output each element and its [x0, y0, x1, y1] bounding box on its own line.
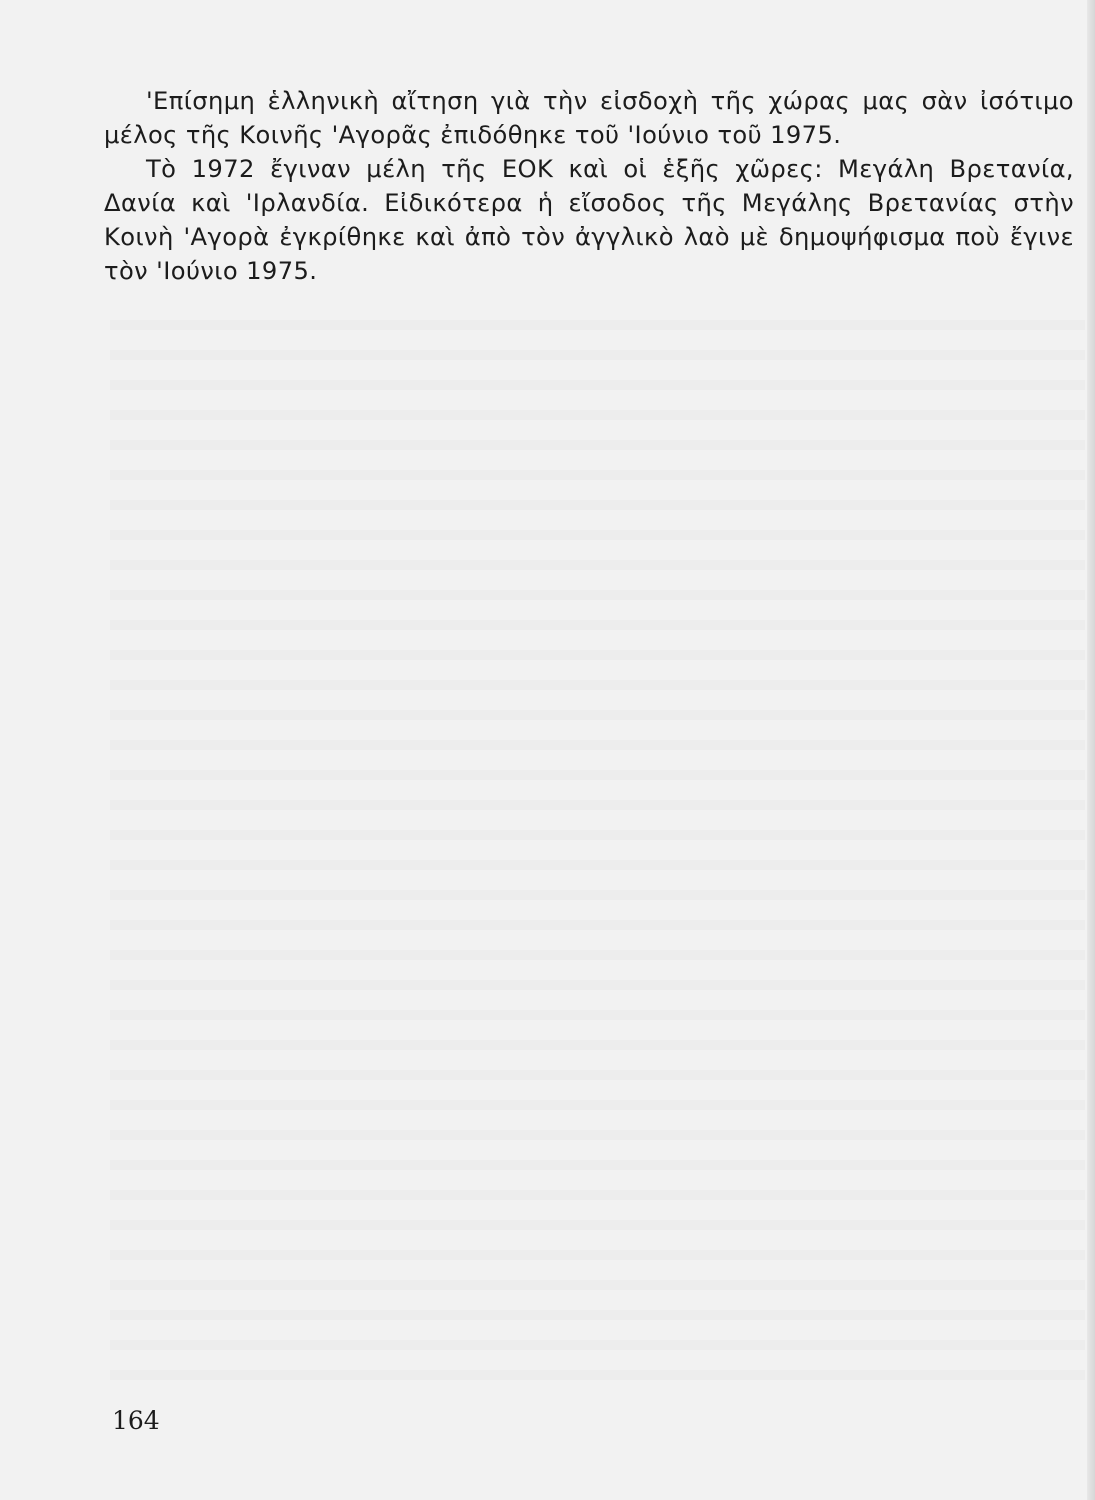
page-edge — [1087, 0, 1095, 1500]
page-number: 164 — [112, 1406, 160, 1435]
body-text — [104, 84, 1074, 288]
paragraph-2: Τὸ 1972 ἔγιναν μέλη τῆς ΕΟΚ καὶ οἱ ἑξῆς χῶρες: Μεγάλη Βρετανία, Δανία καὶ 'Ιρλανδία. Εἰδικότερα ἡ εἴσοδος τῆς Μεγάλης Βρετανίας στὴν Κοινὴ 'Αγορὰ ἐγκρίθηκε καὶ ἀπὸ τὸν ἀγγλικὸ λαὸ μὲ δημοψήφισμα ποὺ ἔγινε τὸν 'Ιούνιο 1975. — [104, 155, 1074, 285]
bleed-through-texture — [110, 300, 1085, 1380]
paragraph-1: 'Επίσημη ἑλληνικὴ αἴτηση γιὰ τὴν εἰσδοχὴ τῆς χώρας μας σὰν ἰσότιμο μέλος τῆς Κοινῆς 'Αγορᾶς ἐπιδόθηκε τοῦ 'Ιούνιο τοῦ 1975. — [104, 87, 1074, 149]
